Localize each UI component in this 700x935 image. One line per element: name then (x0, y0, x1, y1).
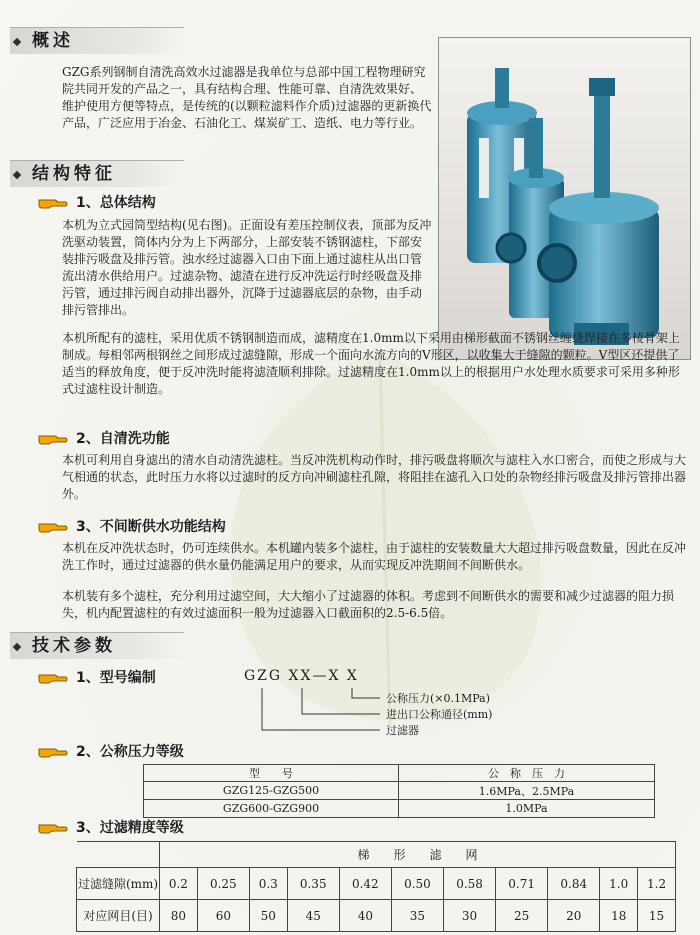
table-cell: 0.3 (249, 868, 287, 900)
table-cell: 0.25 (197, 868, 249, 900)
pointing-hand-icon (38, 819, 68, 835)
section-tag-specs: 技术参数 (10, 632, 184, 659)
section-tag-overview: 概述 (10, 27, 184, 54)
table-cell: 0.50 (391, 868, 443, 900)
table-cell: 35 (391, 900, 443, 932)
table-header-row (144, 765, 655, 782)
table-row (77, 868, 676, 900)
overview-paragraph: GZG系列钢制自清洗高效水过滤器是我单位与总部中国工程物理研究院共同开发的产品之一，具有结构合理、性能可靠、自清洗效果好、维护使用方便等特点，是传统的(以颗粒滤料作介质)过滤器的更新换代产品，广泛应用于冶金、石油化工、煤炭矿工、造纸、电力等行业。 (62, 65, 432, 130)
table-cell: GZG125-GZG500 (144, 782, 399, 800)
table-header: 公 称 压 力 (399, 765, 655, 782)
section-tag-structure: 结构特征 (10, 160, 184, 187)
pointing-hand-icon (38, 518, 68, 534)
code-label-diameter: 进出口公称通径(mm) (386, 708, 493, 721)
table-row (144, 782, 655, 800)
pointing-hand-icon (38, 194, 68, 210)
table-cell: 0.58 (444, 868, 496, 900)
table-cell: GZG600-GZG900 (144, 800, 399, 818)
precision-table (76, 841, 676, 932)
table-cell: 45 (287, 900, 339, 932)
pointing-hand-icon (38, 743, 68, 759)
table-cell: 30 (444, 900, 496, 932)
table-cell: 15 (638, 900, 676, 932)
product-photo (438, 37, 691, 360)
table-cell: 80 (160, 900, 198, 932)
pointing-hand-icon (38, 669, 68, 685)
table-cell: 1.2 (638, 868, 676, 900)
table-cell: 0.35 (287, 868, 339, 900)
subheading-uninterrupted-supply: 3、不间断供水功能结构 (38, 516, 226, 536)
table-cell: 40 (339, 900, 391, 932)
paragraph-overall-structure: 本机为立式园筒型结构(见右图)。正面设有差压控制仪表，顶部为反冲洗驱动装置，筒体内分为上下两部分，上部安装不锈钢滤柱，下部安装排污吸盘及排污管。浊水经过滤器入口由下面上通过滤柱从出口管流出清水供给用户。过滤杂物、滤渣在进行反冲洗运行时经吸盘及排污管，通过排污阀自动排出器外，沉降于过滤器底层的杂物，由手动排污管排出。 (62, 218, 432, 317)
table-cell: 0.84 (548, 868, 600, 900)
table-cell: 1.6MPa、2.5MPa (399, 782, 655, 800)
subheading-precision-grade: 3、过滤精度等级 (38, 817, 184, 837)
table-cell: 20 (548, 900, 600, 932)
subheading-overall-structure: 1、总体结构 (38, 192, 156, 212)
table-row (77, 900, 676, 932)
code-label-filter: 过滤器 (386, 724, 419, 737)
paragraph-self-cleaning: 本机可利用自身滤出的清水自动清洗滤柱。当反冲洗机构动作时，排污吸盘将顺次与滤柱入水口密合，而使之形成与大气相通的状态，此时压力水将以过滤时的反方向冲刷滤柱孔隙，将阻挂在滤孔入口处的杂物经排污吸盘及排污管排出器外。 (62, 453, 687, 501)
row-label: 对应网目(目) (77, 900, 160, 932)
table-cell: 50 (249, 900, 287, 932)
table-cell: 18 (600, 900, 638, 932)
pressure-table (143, 764, 655, 818)
paragraph-filter-area: 本机装有多个滤柱，充分利用过滤空间，大大缩小了过滤器的体积。考虑到不间断供水的需要和减少过滤器的阻力损失，机内配置滤柱的有效过滤面积一般为过滤器入口截面积的2.5-6.5倍。 (62, 589, 675, 620)
table-title: 梯 形 滤 网 (160, 842, 676, 868)
table-header: 型 号 (144, 765, 399, 782)
table-cell: 1.0MPa (399, 800, 655, 818)
subheading-model-code: 1、型号编制 (38, 667, 156, 687)
table-cell: 60 (197, 900, 249, 932)
table-header-row (77, 842, 676, 868)
row-label: 过滤缝隙(mm) (77, 868, 160, 900)
subheading-self-cleaning: 2、自清洗功能 (38, 428, 170, 448)
pointing-hand-icon (38, 430, 68, 446)
table-cell: 1.0 (600, 868, 638, 900)
table-row (144, 800, 655, 818)
code-label-pressure: 公称压力(×0.1MPa) (386, 692, 491, 705)
paragraph-filter-column: 本机所配有的滤柱，采用优质不锈钢制造而成，滤精度在1.0mm以下采用由梯形截面不锈钢丝缠绕焊接在多棱骨架上制成。每相邻两根钢丝之间形成过滤缝隙，形成一个面向水流方向的V形区，以收集大于缝隙的颗粒。V型区还提供了适当的释放角度，便于反冲洗时能将滤渣顺利排除。过滤精度在1.0mm以上的根据用户水处理水质要求可采用多种形式过滤柱设计制造。 (62, 331, 680, 396)
model-code-diagram (230, 662, 550, 742)
table-cell: 0.42 (339, 868, 391, 900)
paragraph-uninterrupted-supply: 本机在反冲洗状态时，仍可连续供水。本机罐内装多个滤柱，由于滤柱的安装数量大大超过排污吸盘数量，因此在反冲洗工作时，通过过滤器的供水量仍能满足用户的要求，从而实现反冲洗期间不间断供水。 (62, 541, 687, 572)
table-corner (77, 842, 160, 868)
table-cell: 0.71 (496, 868, 548, 900)
table-cell: 25 (496, 900, 548, 932)
subheading-pressure-rating: 2、公称压力等级 (38, 741, 184, 761)
model-code: GZG XX—X X (244, 668, 359, 684)
table-cell: 0.2 (160, 868, 198, 900)
